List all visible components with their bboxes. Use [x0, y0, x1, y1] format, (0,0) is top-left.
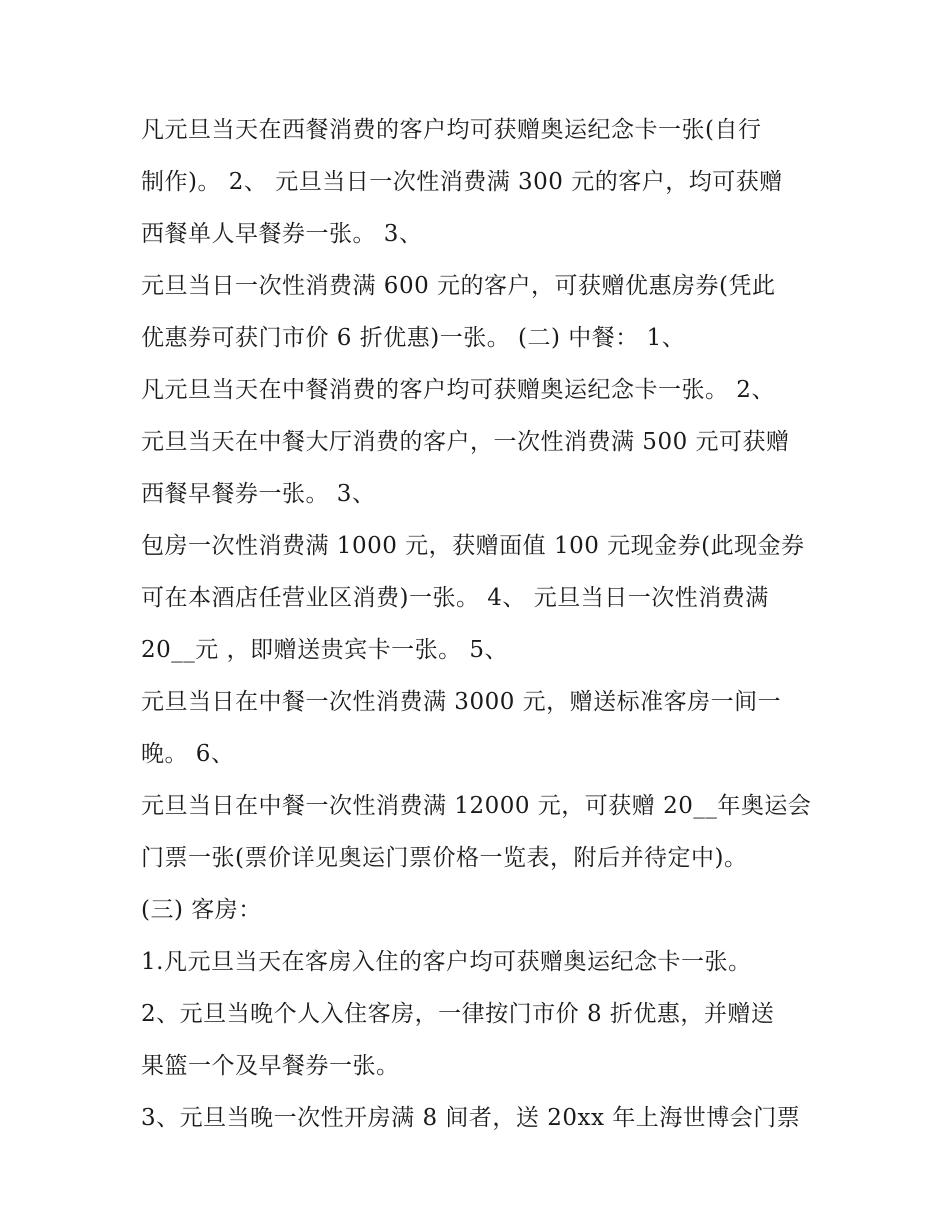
- text-line: 20__元 ，即赠送贵宾卡一张。 5、: [141, 637, 509, 663]
- text-line: 1.凡元旦当天在客房入住的客户均可获赠奥运纪念卡一张。: [141, 949, 752, 975]
- text-line: 元旦当日在中餐一次性消费满 3000 元，赠送标准客房一间一: [141, 689, 782, 715]
- text-line: 制作)。 2、 元旦当日一次性消费满 300 元的客户，均可获赠: [141, 169, 783, 195]
- text-line: 元旦当日在中餐一次性消费满 12000 元，可获赠 20__年奥运会: [141, 793, 812, 819]
- text-line: 果篮一个及早餐券一张。: [141, 1053, 400, 1079]
- text-line: 包房一次性消费满 1000 元，获赠面值 100 元现金券(此现金券: [141, 533, 805, 559]
- text-line: 凡元旦当天在中餐消费的客户均可获赠奥运纪念卡一张。 2、: [141, 377, 775, 403]
- text-line: 2、元旦当晚个人入住客房，一律按门市价 8 折优惠，并赠送: [141, 1001, 775, 1027]
- body-text: [141, 104, 821, 1144]
- text-line: (三) 客房：: [141, 897, 262, 923]
- text-line: 元旦当天在中餐大厅消费的客户，一次性消费满 500 元可获赠: [141, 429, 790, 455]
- text-line: 西餐单人早餐券一张。 3、: [141, 221, 423, 247]
- text-line: 元旦当日一次性消费满 600 元的客户，可获赠优惠房券(凭此: [141, 273, 776, 299]
- text-line: 晚。 6、: [141, 741, 235, 767]
- text-line: 西餐早餐券一张。 3、: [141, 481, 376, 507]
- text-line: 优惠券可获门市价 6 折优惠)一张。 (二) 中餐： 1、: [141, 325, 686, 351]
- text-line: 凡元旦当天在西餐消费的客户均可获赠奥运纪念卡一张(自行: [141, 117, 762, 143]
- text-line: 3、元旦当晚一次性开房满 8 间者，送 20xx 年上海世博会门票: [141, 1105, 801, 1131]
- text-line: 可在本酒店任营业区消费)一张。 4、 元旦当日一次性消费满: [141, 585, 769, 611]
- text-line: 门票一张(票价详见奥运门票价格一览表，附后并待定中)。: [141, 845, 748, 871]
